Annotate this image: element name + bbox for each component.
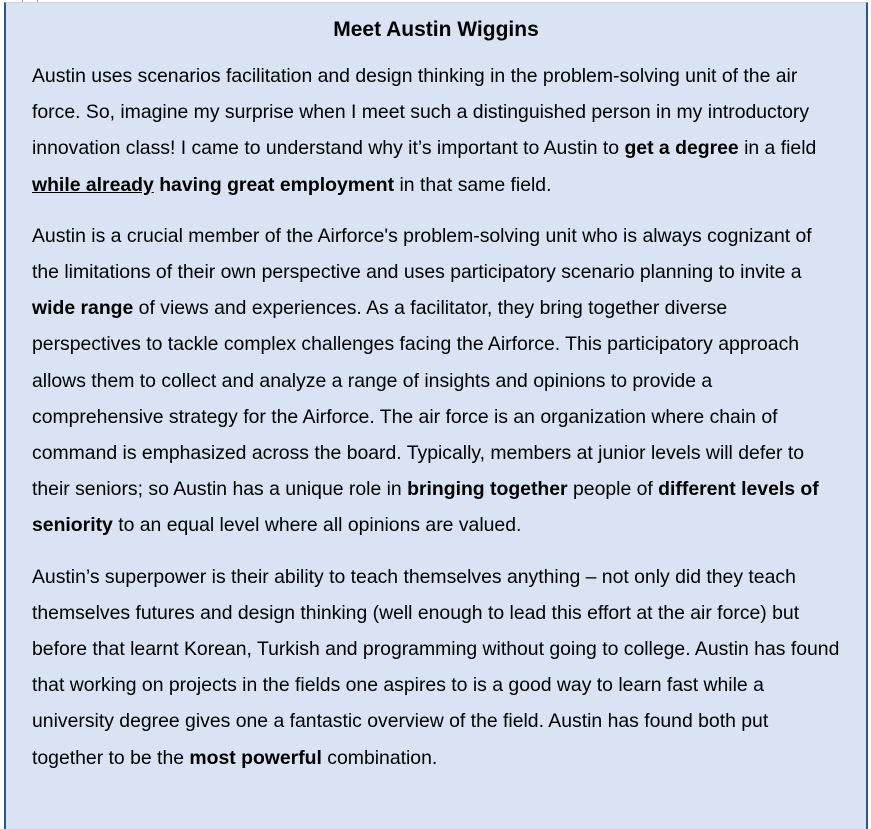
text-box xyxy=(4,2,868,829)
emphasis-text: different levels of seniority xyxy=(32,478,819,537)
emphasis-text: most powerful xyxy=(189,746,322,769)
emphasis-text: wide range xyxy=(32,297,134,320)
paragraph-text: Austin uses scenarios facilitation and design thinking in the problem-solving unit of the air force. So, imagine my surprise when I meet such a distinguished person in my introductory innovation class! I came to understand why it’s important to Austin to xyxy=(32,65,810,160)
paragraph xyxy=(32,218,840,544)
paragraph-text: combination. xyxy=(321,746,438,769)
paragraph-text: in that same field. xyxy=(394,173,552,196)
emphasis-text: get a degree xyxy=(624,137,739,160)
emphasis-text: bringing together xyxy=(407,478,568,501)
paragraph-text: Austin is a crucial member of the Airforce's problem-solving unit who is always cognizant of the limitations of their own perspective and uses participatory scenario planning to invite a xyxy=(32,224,812,284)
emphasis-text: having great employment xyxy=(159,173,395,196)
page-title: Meet Austin Wiggins xyxy=(333,18,539,41)
paragraph-text: Austin’s superpower is their ability to teach themselves anything – not only did they teach themselves futures and design thinking (well enough to lead this effort at the air force) but before that learnt Korean, Turkish and programming without going to college. Austin has found that working on projects in the fields one aspires to is a good way to learn fast while a university degree gives one a fantastic overview of the field. Austin has found both put together to be the xyxy=(32,565,840,769)
paragraph-text: people of xyxy=(567,478,659,501)
paragraph-text: to an equal level where all opinions are valued. xyxy=(112,514,522,537)
paragraph-text: in a field xyxy=(738,137,817,160)
paragraph-text: of views and experiences. As a facilitator, they bring together diverse perspectives to tackle complex challenges facing the Airforce. This participatory approach allows them to collect and analyze a range of insights and opinions to provide a comprehensive strategy for the Airforce. The air force is an organization where chain of command is emphasized across the board. Typically, members at junior levels will defer to their seniors; so Austin has a unique role in xyxy=(32,297,805,501)
emphasis-underlined-text: while already xyxy=(32,173,154,196)
paragraph xyxy=(32,58,840,203)
paragraph xyxy=(32,559,840,776)
